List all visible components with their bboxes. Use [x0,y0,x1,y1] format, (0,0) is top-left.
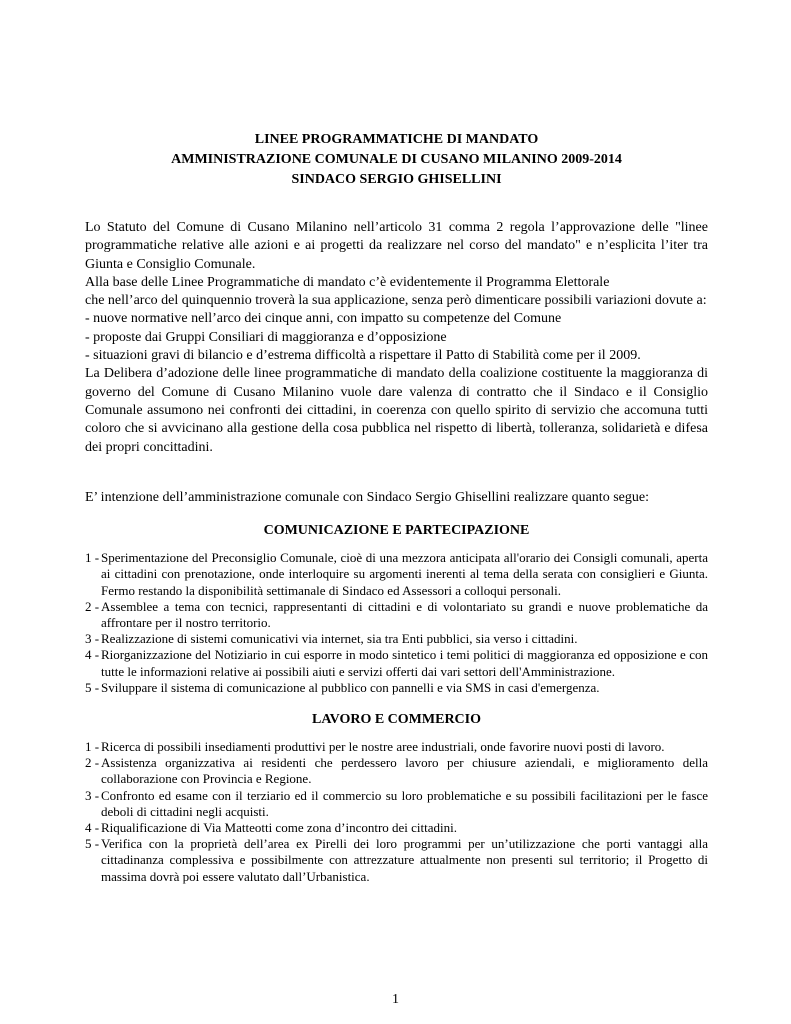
document-page [85,130,708,885]
lavoro-list [85,739,708,885]
intro-bullet: - proposte dai Gruppi Consiliari di maggioranza e d’opposizione [85,329,447,345]
item-number: 5 - [85,836,100,852]
item-text: Verifica con la proprietà dell’area ex Pirelli dei loro programmi per un’utilizzazione che porti vantaggi alla cittadinanza complessiva e possibilmente con attrezzature attualmente non presenti sul territorio; il Progetto di massima dovrà poi essere valutato dall’Urbanistica. [101,836,708,884]
list-item [85,739,708,755]
item-number: 3 - [85,787,100,803]
item-number: 1 - [85,738,100,754]
intro-paragraph: Lo Statuto del Comune di Cusano Milanino nell’articolo 31 comma 2 regola l’approvazione delle "linee programmatiche relative alle azioni e ai progetti da realizzare nel corso del mandato" e n’esplicita l’iter tra Giunta e Consiglio Comunale. [85,220,708,272]
item-number: 1 - [85,550,100,566]
list-item [85,820,708,836]
intro-section [85,219,708,457]
item-number: 4 - [85,647,100,663]
intro-bullet: - situazioni gravi di bilancio e d’estrema difficoltà a rispettare il Patto di Stabilità come per il 2009. [85,348,641,364]
item-number: 3 - [85,631,100,647]
list-item [85,755,708,787]
intro-paragraph: che nell’arco del quinquennio troverà la sua applicazione, senza però dimenticare possibili variazioni dovute a: [85,293,707,309]
item-number: 5 - [85,679,100,695]
list-item [85,599,708,631]
item-text: Assemblee a tema con tecnici, rappresentanti di cittadini e di volontariato su grandi e nuove problematiche da affrontare per il nostro territorio. [101,598,708,630]
intention-paragraph: E’ intenzione dell’amministrazione comunale con Sindaco Sergio Ghisellini realizzare quanto segue: [85,489,649,505]
title-line-3: SINDACO SERGIO GHISELLINI [291,172,502,187]
item-text: Ricerca di possibili insediamenti produttivi per le nostre aree industriali, onde favorire nuovi posti di lavoro. [101,738,665,754]
item-text: Riqualificazione di Via Matteotti come zona d’incontro dei cittadini. [101,820,458,835]
item-text: Riorganizzazione del Notiziario in cui esporre in modo sintetico i temi politici di maggioranza ed opposizione e con tutte le informazioni relative ai possibili aiuti e servizi offerti dai vari settori dell'Amministrazione. [101,647,708,679]
item-text: Assistenza organizzativa ai residenti che perdessero lavoro per chiusure aziendali, e miglioramento della collaborazione con Provincia e Regione. [101,755,708,787]
document-title [85,130,708,190]
intro-paragraph: Alla base delle Linee Programmatiche di mandato c’è evidentemente il Programma Elettorale [85,274,610,290]
comunicazione-list [85,550,708,696]
item-text: Sviluppare il sistema di comunicazione al pubblico con pannelli e via SMS in casi d'emergenza. [101,679,600,695]
intro-paragraph: La Delibera d’adozione delle linee programmatiche di mandato della coalizione costituente la maggioranza di governo del Comune di Cusano Milanino vuole dare valenza di contratto che il Sindaco e il Consiglio Comunale assumono nei confronti dei cittadini, in coerenza con quello spirito di servizio che accomuna tutti coloro che si avvicinano alla gestione della cosa pubblica nel rispetto di libertà, tolleranza, solidarietà e difesa dei propri concittadini. [85,366,708,455]
section-title-lavoro: LAVORO E COMMERCIO [311,711,482,727]
item-text: Realizzazione di sistemi comunicativi via internet, sia tra Enti pubblici, sia verso i cittadini. [101,631,578,647]
section-title-comunicazione: COMUNICAZIONE E PARTECIPAZIONE [263,523,530,539]
list-item [85,788,708,820]
list-item [85,647,708,679]
item-number: 2 - [85,755,100,771]
intro-bullet: - nuove normative nell’arco dei cinque anni, con impatto su competenze del Comune [85,311,562,327]
title-line-2: AMMINISTRAZIONE COMUNALE DI CUSANO MILANINO 2009-2014 [171,152,622,167]
list-item [85,550,708,599]
item-number: 2 - [85,598,100,614]
page-number: 1 [392,992,399,1007]
list-item [85,836,708,885]
item-text: Sperimentazione del Preconsiglio Comunale, cioè di una mezzora anticipata all'orario dei Consigli comunali, aperta ai cittadini con prenotazione, onde interloquire su argomenti inerenti al tema della serata con consiglieri e Giunta. Fermo restando la disponibilità settimanale di Sindaco ed Assessori a colloqui personali. [101,550,708,598]
list-item [85,631,708,647]
title-line-1: LINEE PROGRAMMATICHE DI MANDATO [254,132,539,147]
item-text: Confronto ed esame con il terziario ed il commercio su loro problematiche e su possibili facilitazioni per le fasce deboli di cittadini negli acquisti. [101,787,708,819]
list-item [85,680,708,696]
item-number: 4 - [85,820,100,835]
